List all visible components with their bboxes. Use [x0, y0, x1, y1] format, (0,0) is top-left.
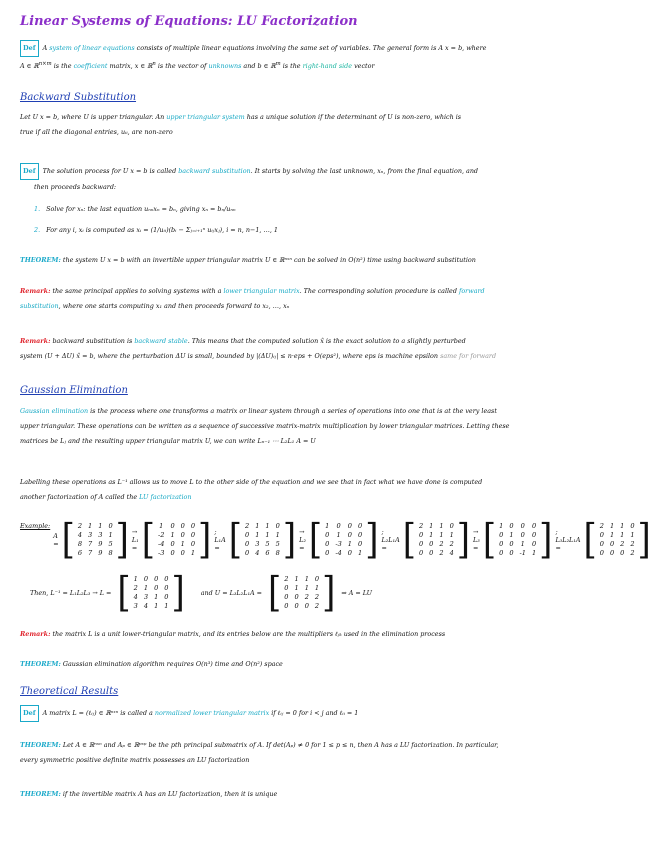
text: true if all the diagonal entries, uᵢᵢ, are non-zero — [20, 128, 173, 136]
matrix-cell: 1 — [190, 549, 196, 557]
matrix-cell: 0 — [531, 531, 537, 539]
matrix-row — [496, 549, 539, 558]
matrix-row — [322, 531, 365, 540]
matrix-cell: 1 — [429, 522, 434, 530]
matrix-cell: 0 — [418, 531, 424, 539]
step-text: Solve for xₙ: the last equation uₙₙxₙ = bₙ, giving xₙ = bₙ/uₙₙ — [46, 205, 236, 213]
backward-definition — [20, 163, 585, 195]
matrix-cell: 2 — [449, 540, 454, 548]
matrix-row — [496, 531, 539, 540]
matrix-cell: 4 — [143, 602, 149, 610]
matrix-cell: 0 — [180, 549, 185, 557]
matrix-row — [597, 540, 638, 549]
matrix-row — [75, 549, 116, 558]
text: every symmetric positive definite matrix possesses an LU factorization — [20, 756, 250, 764]
matrix-cell: 1 — [439, 531, 444, 539]
intro-definition — [20, 40, 585, 74]
example-row-2 — [30, 569, 373, 617]
matrix-cell: 0 — [164, 584, 169, 592]
matrix-cell: 2 — [133, 584, 138, 592]
text: The solution process for U x = b is called — [42, 167, 179, 175]
matrix-row — [416, 522, 457, 531]
matrix-cell: 0 — [418, 549, 424, 557]
matrix-row — [416, 540, 457, 549]
matrix-cell: 2 — [439, 549, 444, 557]
matrix-L1: [ 1 0 0 0 -2 1 0 0 -4 0 1 0 -3 0 0 1 ] — [141, 516, 212, 564]
matrix-cell: 1 — [133, 575, 138, 583]
matrix-cell: 0 — [418, 540, 424, 548]
matrix-cell: 1 — [620, 531, 625, 539]
text: n×m — [38, 61, 52, 67]
matrix-cell: 3 — [88, 531, 93, 539]
matrix-cell: 0 — [245, 540, 250, 548]
matrix-cell: 8 — [108, 549, 113, 557]
keyword: forward — [458, 287, 485, 295]
text: Then, L⁻¹ = L₁L₂L₃ → L = — [30, 589, 112, 597]
matrix-row — [155, 540, 198, 549]
text: matrices be Lⱼ and the resulting upper triangular matrix U, we can write Lₙ₋₁ ⋯ L₂L₁ A = U — [20, 437, 316, 445]
step-number: 2. — [34, 226, 41, 234]
matrix-L: [ 1 0 0 0 2 1 0 0 4 3 1 0 3 4 1 1 ] — [117, 569, 185, 617]
matrix-row — [75, 522, 116, 531]
backward-intro — [20, 110, 585, 140]
matrix-cell: 1 — [170, 531, 175, 539]
matrix-L2: [ 1 0 0 0 0 1 0 0 0 -3 1 0 0 -4 0 1 ] — [308, 516, 379, 564]
matrix-cell: 1 — [255, 531, 260, 539]
matrix-row — [131, 602, 172, 611]
text: is the — [51, 62, 74, 71]
remark-forward — [20, 284, 585, 314]
matrix-cell: 0 — [164, 593, 169, 601]
text: n — [152, 61, 156, 67]
text: if the invertible matrix A has an LU factorization, then it is unique — [60, 790, 278, 798]
matrix-cell: 0 — [325, 549, 330, 557]
theorem-label: THEOREM: — [20, 741, 61, 749]
matrix-cell: 0 — [325, 531, 330, 539]
remark-label: Remark: — [20, 337, 51, 345]
remark-multipliers — [20, 627, 585, 642]
matrix-cell: 3 — [143, 593, 149, 601]
matrix-cell: 1 — [347, 540, 352, 548]
matrix-row — [131, 575, 172, 584]
theorem-label: THEOREM: — [20, 660, 61, 668]
matrix-cell: 0 — [449, 522, 454, 530]
keyword: upper triangular system — [166, 113, 245, 121]
text: A — [42, 44, 50, 52]
matrix-row — [416, 549, 457, 558]
matrix-table — [597, 522, 638, 558]
matrix-cell: 0 — [599, 549, 604, 557]
matrix-cell: 0 — [630, 522, 635, 530]
matrix-cell: 2 — [314, 602, 320, 610]
text: → L₃ = — [473, 528, 480, 552]
matrix-row — [597, 531, 638, 540]
matrix-table — [496, 522, 539, 558]
keyword: Gaussian elimination — [20, 407, 89, 415]
matrix-cell: 1 — [314, 584, 320, 592]
keyword: backward substitution — [178, 167, 251, 175]
matrix-cell: 0 — [609, 540, 615, 548]
matrix-cell: 1 — [143, 584, 149, 592]
matrix-cell: 9 — [98, 540, 103, 548]
theorem-label: THEOREM: — [20, 256, 61, 264]
gauss-lu — [20, 475, 585, 505]
matrix-cell: 2 — [418, 522, 424, 530]
matrix-cell: 0 — [170, 549, 175, 557]
step-number: 1. — [34, 205, 41, 213]
matrix-cell: 1 — [294, 575, 299, 583]
matrix-cell: 0 — [358, 522, 363, 530]
text: . This means that the computed solution x̂ is the exact solution to a slightly perturbed — [187, 337, 466, 345]
def-tag: Def — [20, 163, 39, 180]
matrix-row — [155, 531, 198, 540]
matrix-L1A: [ 2 1 1 0 0 1 1 1 0 3 5 5 0 4 6 8 ] — [228, 516, 297, 564]
keyword: lower triangular matrix — [223, 287, 300, 295]
section-gaussian-elimination: Gaussian Elimination — [20, 385, 128, 396]
matrix-A: [ 2 1 1 0 4 3 3 1 8 7 9 5 6 7 9 8 ] — [61, 516, 129, 564]
matrix-cell: 1 — [275, 531, 280, 539]
matrix-U: [ 2 1 1 0 0 1 1 1 0 0 2 2 0 0 0 2 ] — [268, 569, 336, 617]
matrix-cell: 4 — [77, 531, 83, 539]
def-tag: Def — [20, 40, 39, 57]
keyword: LU factorization — [139, 493, 192, 501]
text: consists of multiple linear equations involving the same set of variables. The general form is A x = b, where — [134, 44, 487, 52]
matrix-cell: 0 — [284, 593, 289, 601]
matrix-cell: 0 — [325, 540, 330, 548]
theorem-label: THEOREM: — [20, 790, 61, 798]
matrix-cell: 7 — [88, 549, 93, 557]
matrix-cell: 2 — [304, 593, 309, 601]
matrix-row — [322, 522, 365, 531]
matrix-cell: -4 — [158, 540, 165, 548]
section-backward-substitution: Backward Substitution — [20, 92, 137, 103]
matrix-table — [75, 522, 116, 558]
matrix-row — [242, 549, 283, 558]
matrix-cell: 0 — [499, 531, 504, 539]
matrix-row — [416, 531, 457, 540]
matrix-cell: 1 — [336, 531, 341, 539]
matrix-cell: 0 — [164, 575, 169, 583]
text: then proceeds backward: — [34, 183, 117, 191]
text: Let U x = b, where U is upper triangular. An — [20, 113, 167, 121]
matrix-cell: 0 — [170, 522, 175, 530]
matrix-cell: 1 — [265, 531, 270, 539]
matrix-cell: 0 — [599, 531, 604, 539]
matrix-cell: 3 — [255, 540, 260, 548]
matrix-cell: 5 — [275, 540, 280, 548]
matrix-cell: 0 — [190, 522, 196, 530]
margin-note: same for forward — [440, 352, 497, 360]
matrix-cell: 2 — [439, 540, 444, 548]
text: matrix, x ∈ ℝ — [107, 62, 153, 71]
matrix-cell: 2 — [314, 593, 320, 601]
matrix-cell: 1 — [294, 584, 299, 592]
matrix-cell: 9 — [98, 549, 103, 557]
matrix-cell: 1 — [609, 522, 615, 530]
matrix-cell: 1 — [325, 522, 330, 530]
matrix-cell: 1 — [154, 602, 159, 610]
matrix-cell: 2 — [630, 549, 635, 557]
matrix-row — [155, 549, 198, 558]
matrix-cell: 0 — [154, 575, 159, 583]
matrix-row — [75, 540, 116, 549]
matrix-row — [242, 540, 283, 549]
matrix-row — [155, 522, 198, 531]
theorem-lu-existence — [20, 738, 585, 768]
matrix-cell: 0 — [284, 584, 289, 592]
matrix-table — [322, 522, 365, 558]
matrix-cell: 0 — [499, 540, 504, 548]
matrix-cell: 1 — [108, 531, 113, 539]
keyword: system of linear equations — [49, 44, 135, 52]
section-theoretical-results: Theoretical Results — [20, 686, 119, 697]
remark-label: Remark: — [20, 287, 51, 295]
matrix-cell: 0 — [520, 531, 525, 539]
matrix-cell: 0 — [509, 549, 514, 557]
matrix-cell: 0 — [531, 522, 537, 530]
text: is the vector of — [155, 62, 209, 71]
matrix-cell: 2 — [620, 540, 625, 548]
matrix-table — [242, 522, 283, 558]
matrix-cell: 2 — [77, 522, 83, 530]
matrix-cell: 0 — [108, 522, 113, 530]
text: Let A ∈ ℝⁿˣⁿ and Aₚ ∈ ℝᵖˣᵖ be the pth principal submatrix of A. If det(Aₚ) ≠ 0 for 1 ≤ p ≤ n, then A has a LU factorization. In particular, — [60, 741, 499, 749]
text: ; L₃L₂L₁A = — [555, 528, 581, 552]
definition-normalized-lower — [20, 705, 585, 722]
theorem-lu-uniqueness — [20, 787, 585, 802]
steps-list — [34, 201, 278, 239]
matrix-cell: 0 — [143, 575, 149, 583]
matrix-cell: 0 — [429, 549, 434, 557]
matrix-cell: 1 — [358, 549, 363, 557]
matrix-cell: 8 — [77, 540, 83, 548]
matrix-cell: 0 — [275, 522, 280, 530]
list-item — [34, 222, 278, 239]
text: → L₂ = — [299, 528, 306, 552]
matrix-cell: 2 — [245, 522, 250, 530]
text: vector — [352, 62, 375, 71]
matrix-cell: 1 — [154, 593, 159, 601]
matrix-cell: 0 — [245, 531, 250, 539]
matrix-cell: 6 — [265, 549, 270, 557]
matrix-cell: 1 — [449, 531, 454, 539]
text: A ∈ ℝ — [20, 62, 39, 71]
matrix-L3L2L1A: [ 2 1 1 0 0 1 1 1 0 0 2 2 0 0 0 2 ] — [583, 516, 651, 564]
text: ⇒ A = LU — [341, 589, 373, 597]
example-label: Example: — [20, 522, 51, 530]
matrix-cell: 0 — [347, 522, 352, 530]
text: . It starts by solving the last unknown, xₙ, from the final equation, and — [250, 167, 479, 175]
matrix-cell: 0 — [347, 531, 352, 539]
text: system (U + ΔU) x̂ = b, where the perturbation ΔU is small, bounded by |(ΔU)ᵢⱼ| ≤ n·eps + O(eps²), where eps is machine epsilon — [20, 352, 439, 360]
gauss-intro — [20, 404, 585, 449]
text: ; L₁A = — [214, 528, 226, 552]
matrix-cell: 0 — [429, 540, 434, 548]
remark-label: Remark: — [20, 630, 51, 638]
matrix-L2L1A: [ 2 1 1 0 0 1 1 1 0 0 2 2 0 0 2 4 ] — [402, 516, 471, 564]
matrix-row — [131, 584, 172, 593]
keyword: normalized lower triangular matrix — [154, 709, 270, 717]
text: , where one starts computing x₁ and then proceeds forward to x₂, …, xₙ — [58, 302, 290, 310]
matrix-cell: 1 — [98, 522, 103, 530]
matrix-cell: 1 — [630, 531, 635, 539]
step-text: For any i, xᵢ is computed as xᵢ = (1/uᵢᵢ)(bᵢ − Σⱼ₌ᵢ₊₁ⁿ uᵢⱼxⱼ), i = n, n−1, …, 1 — [46, 226, 278, 234]
remark-stability — [20, 334, 585, 364]
matrix-row — [496, 540, 539, 549]
matrix-cell: 0 — [314, 575, 320, 583]
page-title: Linear Systems of Equations: LU Factorization — [20, 14, 358, 29]
theorem-gauss-complexity — [20, 657, 585, 672]
matrix-cell: 5 — [265, 540, 270, 548]
keyword: coefficient — [73, 62, 108, 71]
text: Labelling these operations as L⁻¹ allows us to move L to the other side of the equation and we see that in fact what we have done is computed — [20, 478, 483, 486]
keyword: right-hand side — [302, 62, 353, 71]
matrix-row — [281, 593, 322, 602]
matrix-L3: [ 1 0 0 0 0 1 0 0 0 0 1 0 0 0 -1 1 ] — [482, 516, 553, 564]
matrix-cell: 1 — [531, 549, 537, 557]
matrix-cell: 6 — [77, 549, 83, 557]
matrix-cell: 0 — [609, 549, 615, 557]
matrix-cell: 0 — [358, 531, 363, 539]
matrix-cell: -2 — [158, 531, 165, 539]
matrix-cell: 0 — [509, 540, 514, 548]
matrix-row — [322, 549, 365, 558]
matrix-cell: 2 — [630, 540, 635, 548]
matrix-cell: 0 — [531, 540, 537, 548]
matrix-cell: 1 — [88, 522, 93, 530]
matrix-table — [155, 522, 198, 558]
matrix-table — [131, 575, 172, 611]
matrix-cell: -4 — [335, 549, 342, 557]
matrix-cell: 1 — [520, 540, 525, 548]
matrix-cell: 5 — [108, 540, 113, 548]
matrix-cell: 2 — [599, 522, 604, 530]
keyword: unknowns — [208, 62, 242, 71]
theorem-backward — [20, 253, 585, 268]
matrix-row — [597, 522, 638, 531]
matrix-row — [281, 575, 322, 584]
text: Gaussian elimination algorithm requires O(n³) time and O(n²) space — [60, 660, 283, 668]
matrix-cell: 0 — [190, 531, 196, 539]
matrix-cell: 0 — [190, 540, 196, 548]
matrix-cell: 1 — [609, 531, 615, 539]
keyword: substitution — [20, 302, 59, 310]
text: the same principal applies to solving systems with a — [50, 287, 224, 295]
matrix-cell: 1 — [439, 522, 444, 530]
matrix-cell: 1 — [509, 531, 514, 539]
matrix-row — [75, 531, 116, 540]
matrix-cell: 3 — [98, 531, 103, 539]
matrix-cell: 0 — [180, 531, 185, 539]
text: ; L₂L₁A = — [381, 528, 400, 552]
matrix-cell: 1 — [620, 522, 625, 530]
matrix-cell: 4 — [133, 593, 138, 601]
matrix-cell: 4 — [255, 549, 260, 557]
matrix-row — [281, 602, 322, 611]
list-item — [34, 201, 278, 218]
matrix-cell: 1 — [304, 575, 309, 583]
matrix-cell: 0 — [620, 549, 625, 557]
matrix-cell: 7 — [88, 540, 93, 548]
matrix-table — [281, 575, 322, 611]
text: upper triangular. These operations can be written as a sequence of successive matrix-matrix multiplication by lower triangular matrices. Letting these — [20, 422, 510, 430]
text: if ℓᵢⱼ = 0 for i < j and ℓᵢᵢ = 1 — [269, 709, 359, 717]
matrix-cell: 0 — [358, 540, 363, 548]
matrix-cell: 0 — [347, 549, 352, 557]
matrix-cell: 1 — [499, 522, 504, 530]
matrix-table — [416, 522, 457, 558]
matrix-cell: 1 — [255, 522, 260, 530]
text: is the process where one transforms a matrix or linear system through a series of operations into one that is at the very least — [88, 407, 497, 415]
matrix-cell: -1 — [519, 549, 526, 557]
text: . The corresponding solution procedure is called — [299, 287, 459, 295]
text: the matrix L is a unit lower-triangular matrix, and its entries below are the multipliers ℓⱼₖ used in the elimination process — [50, 630, 446, 638]
matrix-cell: 1 — [304, 584, 309, 592]
matrix-cell: 3 — [133, 602, 138, 610]
matrix-row — [281, 584, 322, 593]
matrix-cell: 0 — [304, 602, 309, 610]
matrix-cell: 0 — [245, 549, 250, 557]
text: the system U x = b with an invertible upper triangular matrix U ∈ ℝⁿˣⁿ can be solved in O(n²) time using backward substitution — [60, 256, 476, 264]
matrix-cell: 0 — [294, 593, 299, 601]
matrix-row — [242, 531, 283, 540]
matrix-cell: 0 — [509, 522, 514, 530]
matrix-cell: 1 — [164, 602, 169, 610]
matrix-cell: 1 — [265, 522, 270, 530]
matrix-cell: 4 — [449, 549, 454, 557]
matrix-cell: 0 — [154, 584, 159, 592]
text: has a unique solution if the determinant of U is non-zero, which is — [244, 113, 462, 121]
matrix-cell: 0 — [294, 602, 299, 610]
matrix-cell: 1 — [159, 522, 164, 530]
def-tag: Def — [20, 705, 39, 722]
text: and b ∈ ℝ — [241, 62, 276, 71]
matrix-cell: 0 — [284, 602, 289, 610]
matrix-row — [322, 540, 365, 549]
matrix-row — [496, 522, 539, 531]
matrix-row — [131, 593, 172, 602]
matrix-cell: -3 — [158, 549, 165, 557]
text: → L₁ = — [131, 528, 139, 552]
matrix-row — [597, 549, 638, 558]
matrix-cell: 1 — [180, 540, 185, 548]
text: is the — [280, 62, 303, 71]
text: another factorization of A called the — [20, 493, 140, 501]
example-row-1 — [20, 516, 651, 564]
matrix-cell: 2 — [284, 575, 289, 583]
matrix-row — [242, 522, 283, 531]
text: backward substitution is — [50, 337, 135, 345]
matrix-cell: 0 — [520, 522, 525, 530]
matrix-cell: 0 — [599, 540, 604, 548]
matrix-cell: 0 — [180, 522, 185, 530]
matrix-cell: -3 — [335, 540, 342, 548]
matrix-cell: 8 — [275, 549, 280, 557]
text: A matrix L = (ℓᵢⱼ) ∈ ℝⁿˣⁿ is called a — [42, 709, 155, 717]
text: m — [275, 61, 281, 67]
matrix-cell: 1 — [429, 531, 434, 539]
matrix-cell: 0 — [336, 522, 341, 530]
keyword: backward stable — [134, 337, 188, 345]
matrix-cell: 0 — [499, 549, 504, 557]
matrix-cell: 0 — [170, 540, 175, 548]
text: and U = L₃L₂L₁A = — [200, 589, 263, 597]
text: A = — [53, 532, 59, 548]
